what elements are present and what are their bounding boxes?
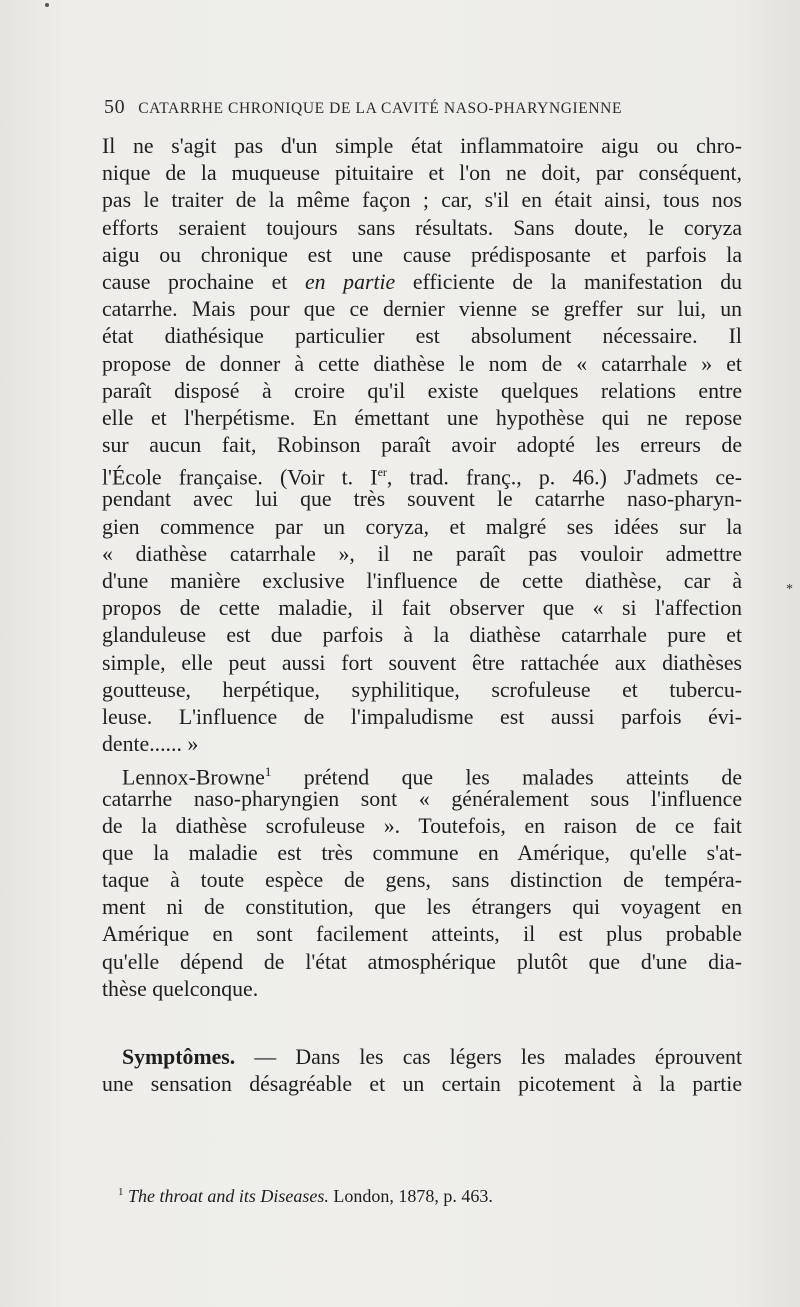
text-line: aigu ou chronique est une cause prédisposante et parfois la bbox=[102, 242, 742, 267]
text-line bbox=[102, 1044, 742, 1071]
text-segment: l'École française. (Voir t. I bbox=[102, 465, 378, 490]
text-line: nique de la muqueuse pituitaire et l'on ne doit, par conséquent, bbox=[102, 161, 742, 186]
running-header bbox=[104, 96, 749, 119]
footnote bbox=[118, 1186, 738, 1207]
body-text bbox=[102, 133, 742, 1098]
text-line: que la maladie est très commune en Amérique, qu'elle s'at- bbox=[102, 840, 742, 865]
text-line: une sensation désagréable et un certain picotement à la partie bbox=[102, 1072, 742, 1097]
text-line: Il ne s'agit pas d'un simple état inflammatoire aigu ou chro- bbox=[102, 134, 742, 158]
text-line: elle et l'herpétisme. En émettant une hypothèse qui ne repose bbox=[102, 405, 742, 430]
text-line: glanduleuse est due parfois à la diathèse catarrhale pure et bbox=[102, 623, 742, 648]
text-line: thèse quelconque. bbox=[102, 976, 259, 1001]
text-segment: cause prochaine et bbox=[102, 269, 288, 294]
running-title: CATARRHE CHRONIQUE DE LA CAVITÉ NASO-PHARYNGIENNE bbox=[138, 100, 623, 117]
text-line bbox=[102, 269, 742, 296]
text-line: simple, elle peut aussi fort souvent être rattachée aux diathèses bbox=[102, 650, 742, 675]
text-line: qu'elle dépend de l'état atmosphérique plutôt que d'une dia- bbox=[102, 949, 742, 974]
text-line: gien commence par un coryza, et malgré ses idées sur la bbox=[102, 514, 742, 539]
text-line: paraît disposé à croire qu'il existe quelques relations entre bbox=[102, 378, 742, 403]
section-heading: Symptômes. bbox=[122, 1045, 236, 1069]
text-line: Amérique en sont facilement atteints, il est plus probable bbox=[102, 922, 742, 947]
page-number: 50 bbox=[104, 96, 126, 118]
text-line: ment ni de constitution, que les étrangers qui voyagent en bbox=[102, 895, 742, 920]
text-line: état diathésique particulier est absolument nécessaire. Il bbox=[102, 324, 742, 349]
text-line: catarrhe. Mais pour que ce dernier vienne se greffer sur lui, un bbox=[102, 297, 742, 322]
text-segment: , trad. franç., p. 46.) J'admets ce- bbox=[386, 465, 742, 490]
text-line: propose de donner à cette diathèse le nom de « catarrhale » et bbox=[102, 351, 742, 376]
text-line: d'une manière exclusive l'influence de cette diathèse, car à bbox=[102, 569, 742, 593]
text-line: taque à toute espèce de gens, sans distinction de tempéra- bbox=[102, 868, 742, 893]
footnote-rest: London, 1878, p. 463. bbox=[328, 1186, 493, 1206]
section-gap bbox=[102, 1003, 742, 1044]
text-line: efforts seraient toujours sans résultats. Sans doute, le coryza bbox=[102, 215, 742, 240]
text-line bbox=[102, 459, 742, 490]
text-segment: efficiente de la manifestation du bbox=[412, 269, 743, 294]
text-line: goutteuse, herpétique, syphilitique, scrofuleuse et tubercu- bbox=[102, 677, 742, 702]
text-line: pas le traiter de la même façon ; car, s'il en était ainsi, tous nos bbox=[102, 188, 742, 213]
text-line: leuse. L'influence de l'impaludisme est aussi parfois évi- bbox=[102, 704, 742, 729]
italic-phrase: en partie bbox=[304, 269, 396, 294]
text-line bbox=[102, 758, 742, 790]
margin-mark: * bbox=[786, 582, 793, 597]
text-line: propos de cette maladie, il fait observer que « si l'affection bbox=[102, 596, 742, 621]
text-line: pendant avec lui que très souvent le catarrhe naso-pharyn- bbox=[102, 487, 742, 512]
text-line: sur aucun fait, Robinson paraît avoir adopté les erreurs de bbox=[102, 433, 742, 458]
footnote-title: The throat and its Diseases. bbox=[128, 1186, 329, 1206]
ink-speck bbox=[45, 3, 49, 7]
footnote-marker: 1 bbox=[118, 1186, 124, 1198]
text-line: « diathèse catarrhale », il ne paraît pas vouloir admettre bbox=[102, 541, 742, 566]
text-segment: prétend que les malades atteints de bbox=[271, 765, 742, 790]
text-line: de la diathèse scrofuleuse ». Toutefois, en raison de ce fait bbox=[102, 813, 742, 838]
footnote-ref: 1 bbox=[264, 764, 272, 780]
text-segment: Lennox-Browne bbox=[122, 765, 265, 790]
text-segment: — Dans les cas légers les malades éprouvent bbox=[235, 1045, 742, 1069]
text-line: dente...... » bbox=[102, 732, 199, 757]
text-line: catarrhe naso-pharyngien sont « généralement sous l'influence bbox=[102, 786, 742, 811]
superscript: er bbox=[377, 465, 387, 480]
